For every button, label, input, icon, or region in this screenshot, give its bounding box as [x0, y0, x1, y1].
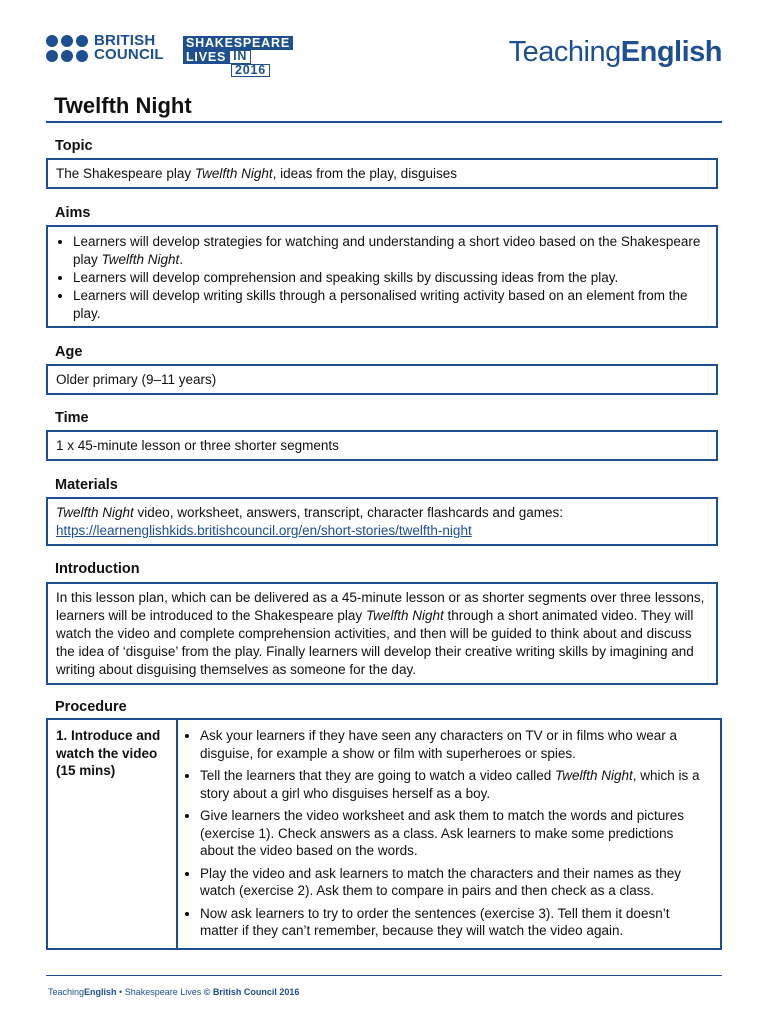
shakespeare-line3: 2016 [231, 64, 270, 77]
time-text: 1 x 45-minute lesson or three shorter segments [56, 438, 339, 453]
procedure-table [46, 718, 722, 950]
aims-label: Aims [55, 205, 91, 221]
teaching-english-logo: TeachingEnglish [508, 36, 722, 68]
title-divider [46, 121, 722, 123]
aims-item: • Learners will develop strategies for watching and understanding a short video based on the Shakespeare play Twelfth Night. [73, 233, 716, 269]
footer-divider [46, 975, 722, 976]
age-label: Age [55, 344, 83, 360]
procedure-step-title: 1. Introduce and watch the video (15 mins) [48, 720, 178, 948]
time-box [46, 430, 718, 461]
age-text: Older primary (9–11 years) [56, 372, 217, 387]
topic-box: The Shakespeare play Twelfth Night, ideas from the play, disguises [46, 158, 718, 189]
procedure-label: Procedure [55, 699, 127, 715]
materials-link[interactable]: https://learnenglishkids.britishcouncil.org/en/short-stories/twelfth-night [56, 523, 472, 538]
british-council-line2: COUNCIL [94, 46, 164, 63]
page-footer: TeachingEnglish • Shakespeare Lives © British Council 2016 [48, 987, 300, 997]
topic-label: Topic [55, 138, 93, 154]
british-council-logo [46, 34, 164, 62]
age-box [46, 364, 718, 395]
shakespeare-line2b: IN [229, 50, 251, 64]
shakespeare-line2a: LIVES [183, 50, 229, 64]
shakespeare-lives-logo [183, 36, 305, 77]
procedure-steps [178, 720, 720, 948]
procedure-item: • Tell the learners that they are going to watch a video called Twelfth Night, which is a story about a girl who disguises herself as a boy. [200, 767, 710, 802]
shakespeare-line1: SHAKESPEARE [183, 36, 293, 50]
aims-item: • Learners will develop writing skills through a personalised writing activity based on an element from the play. [73, 287, 716, 323]
introduction-box: In this lesson plan, which can be delivered as a 45-minute lesson or as shorter segments over three lessons, learners will be introduced to the Shakespeare play Twelfth Night through a short animated video. They will watch the video and complete comprehension activities, and then will be guided to think about and discuss the idea of ‘disguise’ from the play. Finally learners will develop their creative writing skills by imagining and writing about disguising themselves as someone for the day. [46, 582, 718, 685]
time-label: Time [55, 410, 89, 426]
page-header [46, 34, 722, 82]
british-council-dots-icon [46, 35, 88, 62]
procedure-item: • Play the video and ask learners to match the characters and their names as they watch (exercise 2). Ask them to compare in pairs and then check as a class. [200, 865, 710, 900]
procedure-item: • Now ask learners to try to order the sentences (exercise 3). Tell them it doesn’t matter if they can’t remember, because they will watch the video again. [200, 905, 710, 940]
aims-item: • Learners will develop comprehension and speaking skills by discussing ideas from the play. [73, 269, 716, 287]
procedure-item: • Give learners the video worksheet and ask them to match the words and pictures (exercise 1). Check answers as a class. Ask learners to make some predictions about the video based on the words. [200, 807, 710, 860]
procedure-item: • Ask your learners if they have seen any characters on TV or in films who wear a disguise, for example a show or film with superheroes or spies. [200, 727, 710, 762]
page-title: Twelfth Night [54, 93, 192, 118]
introduction-label: Introduction [55, 561, 140, 577]
british-council-line1: BRITISH [94, 32, 156, 49]
aims-box [46, 225, 718, 328]
materials-label: Materials [55, 477, 118, 493]
materials-box: Twelfth Night video, worksheet, answers, transcript, character flashcards and games: https://learnenglishkids.britishcouncil.org/en/short-stories/twelfth-night [46, 497, 718, 546]
